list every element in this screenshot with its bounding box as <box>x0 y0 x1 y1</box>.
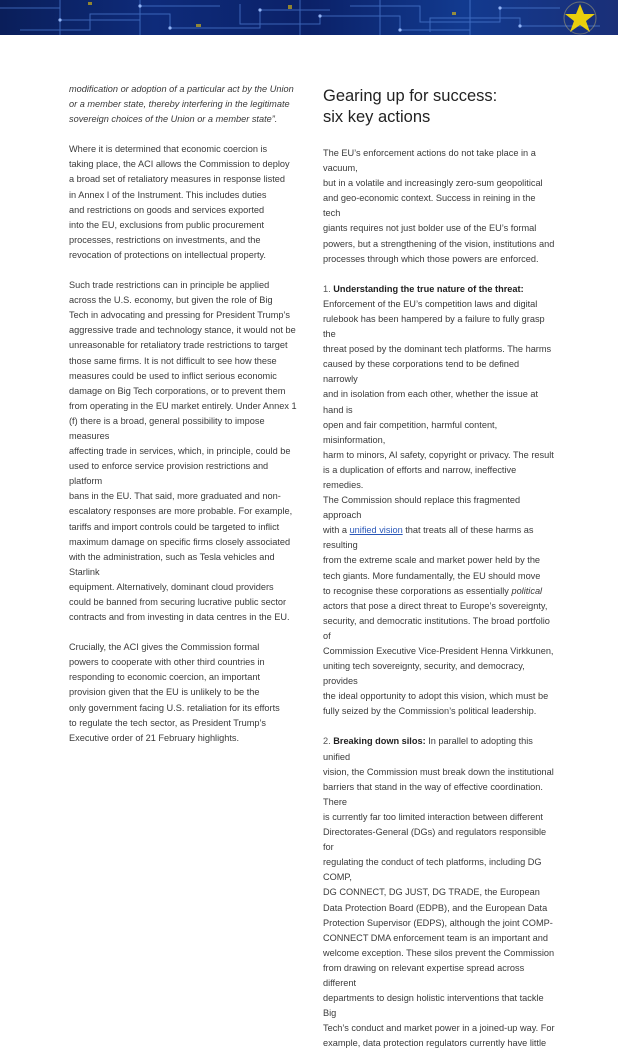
action-2-heading: Breaking down silos: <box>333 736 426 747</box>
action-1-paragraph <box>323 282 555 720</box>
action-1-text-after-link: that treats all of these harms as resulting from the extreme scale and market power held by the tech giants. More fundamentally, the EU should move to recognise these corporations as essentially <box>323 525 541 596</box>
action-2-paragraph <box>323 734 555 1051</box>
paragraph-cooperation: Crucially, the ACI gives the Commission formal powers to cooperate with other third countries in responding to economic coercion, an important provision given that the EU is unlikely to be the only government facing U.S. retaliation for its efforts to regulate the tech sector, as President Trump’s Executive order of 21 February highlights. <box>69 642 280 743</box>
action-2-text: In parallel to adopting this unified vision, the Commission must break down the institutional barriers that stand in the way of effective coordination. There is currently far too limited interaction between different Directorates-General (DGs) and regulators responsible for regulating the conduct of tech platforms, including DG COMP, DG CONNECT, DG JUST, DG TRADE, the European Data Protection Board (EDPB), and the European Data Protection Supervisor (EDPS), although the joint COMP- CONNECT DMA enforcement team is an important and welcome exception. These silos prevent the Commission from drawing on relevant expertise spread across different departments to design holistic interventions that tackle Big Tech’s conduct and market power in a joined-up way. For example, data protection regulators currently have little <box>323 736 555 1049</box>
paragraph-trade-restrictions: Such trade restrictions can in principle be applied across the U.S. economy, but given the role of Big Tech in advocating and pressing for President Trump’s aggressive trade and technology stance, it would not be unreasonable for retaliatory trade restrictions to target those same firms. It is not difficult to see how these measures could be used to inflict serious economic damage on Big Tech corporations, or to prevent them from operating in the EU market entirely. Under Annex 1 (f) there is a broad, general possibility to impose measures affecting trade in services, which, in principle, could be used to enforce service provision restrictions and platform bans in the EU. That said, more graduated and non- escalatory responses are more probable. For example, tariffs and import controls could be targeted to inflict maximum damage on specific firms closely associated with the administration, such as Tesla vehicles and Starlink equipment. Alternatively, dominant cloud providers could be banned from securing lucrative public sector contracts and from investing in data centres in the EU. <box>69 280 297 623</box>
right-column <box>323 82 555 1051</box>
circuit-pattern-icon <box>0 0 618 35</box>
quote-text: modification or adoption of a particular act by the Union or a member state, thereby interfering in the legitimate sovereign choices of the Union or a member state”. <box>69 84 294 125</box>
action-1-heading: Understanding the true nature of the threat: <box>333 283 524 294</box>
paragraph-aci-measures: Where it is determined that economic coercion is taking place, the ACI allows the Commission to deploy a broad set of retaliatory measures in response listed in Annex I of the Instrument. This includes duties and restrictions on goods and services exported into the EU, exclusions from public procurement processes, restrictions on investments, and the revocation of protections on intellectual property. <box>69 144 290 260</box>
action-2-number: 2. <box>323 736 331 747</box>
left-column <box>69 82 297 746</box>
intro-paragraph: The EU’s enforcement actions do not take place in a vacuum, but in a volatile and increasingly zero-sum geopolitical and geo-economic context. Success in reining in the tech giants requires not just bolder use of the EU’s formal powers, but a strengthening of the vision, institutions and processes through which those powers are enforced. <box>323 148 555 264</box>
action-1-number: 1. <box>323 283 331 294</box>
unified-vision-link[interactable]: unified vision <box>349 525 403 536</box>
circuit-board-banner <box>0 0 618 35</box>
action-1-text-end: actors that pose a direct threat to Europe’s sovereignty, security, and democratic institutions. The broad portfolio of Commission Executive Vice-President Henna Virkkunen, uniting tech sovereignty, security, and democracy, provides the ideal opportunity to adopt this vision, which must be fully seized by the Commission’s political leadership. <box>323 600 554 717</box>
section-title: Gearing up for success: six key actions <box>323 87 498 126</box>
political-emphasis: political <box>511 585 543 596</box>
action-1-text: Enforcement of the EU’s competition laws and digital rulebook has been hampered by a failure to fully grasp the threat posed by the dominant tech platforms. The harms caused by these corporations tend to be defined narrowly and in isolation from each other, whether the issue at hand is open and fair competition, harmful content, misinformation, harm to minors, AI safety, copyright or privacy. The result is a duplication of efforts and narrow, ineffective remedies. The Commission should replace this fragmented approach with a <box>323 298 554 536</box>
